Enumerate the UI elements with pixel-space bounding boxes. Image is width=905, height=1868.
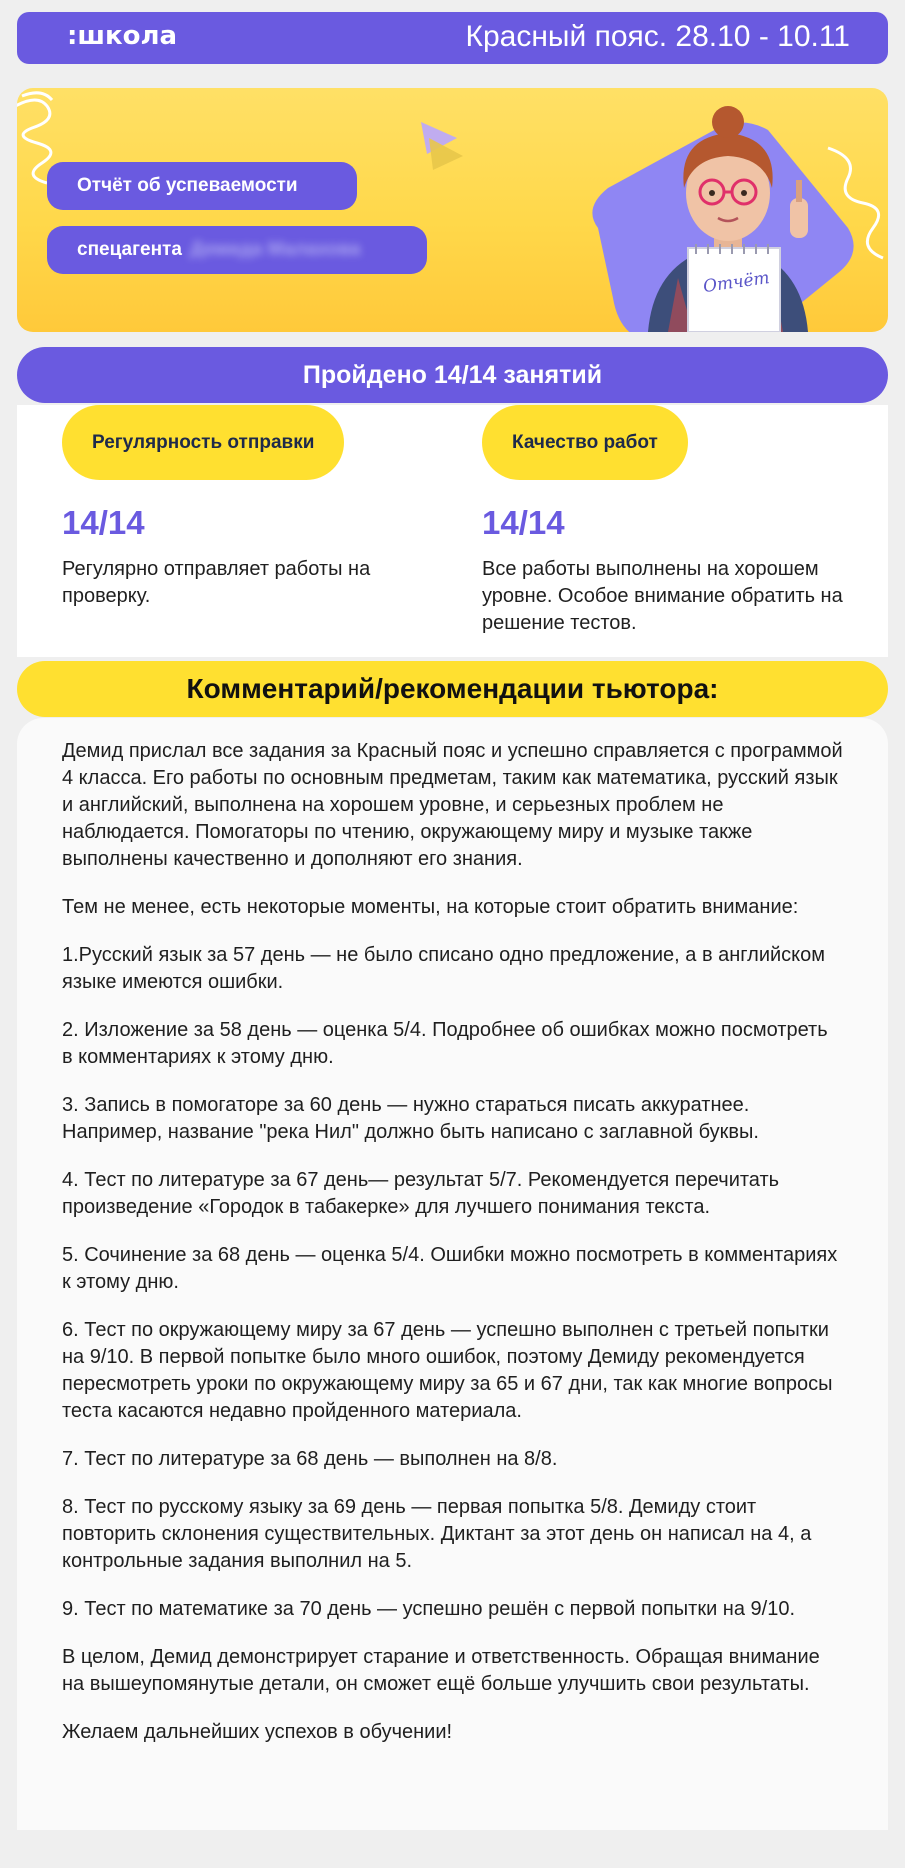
comment-paragraph: Желаем дальнейших успехов в обучении!	[62, 1721, 453, 1743]
stat-regularity-label: Регулярность отправки	[62, 405, 344, 480]
comment-heading-text: Комментарий/рекомендации тьютора:	[186, 673, 719, 704]
agent-name: Демида Малахова	[189, 239, 361, 260]
lessons-completed-text: Пройдено 14/14 занятий	[302, 360, 603, 389]
lessons-completed-bar	[17, 347, 888, 403]
page-title: Красный пояс. 28.10 - 10.11	[465, 20, 850, 53]
notebook-text: Отчёт	[701, 267, 771, 298]
hero-banner	[17, 88, 888, 332]
school-logo: :школа	[67, 21, 178, 51]
comment-paragraph: 1.Русский язык за 57 день — не было списано одно предложение, а в английском языке имеются ошибки.	[62, 944, 826, 993]
comment-body	[17, 718, 888, 1830]
triangle-decoration-icon	[407, 116, 467, 176]
comment-heading	[17, 661, 888, 717]
agent-label	[47, 226, 427, 274]
stats-panel	[17, 405, 888, 657]
report-label	[47, 162, 357, 210]
comment-paragraph: 4. Тест по литературе за 67 день— результат 5/7. Рекомендуется перечитать произведение «Городок в табакерке» для лучшего понимания текста.	[62, 1169, 780, 1218]
stat-regularity	[62, 405, 452, 610]
stat-regularity-value: 14/14	[62, 504, 145, 541]
comment-paragraph: 2. Изложение за 58 день — оценка 5/4. Подробнее об ошибках можно посмотреть в комментариях к этому дню.	[62, 1019, 828, 1068]
agent-label-text: спецагента	[77, 239, 182, 260]
comment-paragraph: 3. Запись в помогаторе за 60 день — нужно стараться писать аккуратнее. Например, название "река Нил" должно быть написано с заглавной буквы.	[62, 1094, 759, 1143]
comment-paragraph: 6. Тест по окружающему миру за 67 день — успешно выполнен с третьей попытки на 9/10. В первой попытке было много ошибок, поэтому Демиду рекомендуется пересмотреть уроки по окружающему миру за 65 и 67 дни, так как многие вопросы теста касаются недавно пройденного материала.	[62, 1319, 833, 1422]
comment-paragraph: 9. Тест по математике за 70 день — успешно решён с первой попытки на 9/10.	[62, 1598, 796, 1620]
stat-quality	[482, 405, 872, 637]
stat-quality-description: Все работы выполнены на хорошем уровне. Особое внимание обратить на решение тестов.	[482, 558, 843, 634]
report-label-text: Отчёт об успеваемости	[77, 175, 298, 196]
header-bar	[17, 12, 888, 64]
comment-paragraph: 7. Тест по литературе за 68 день — выполнен на 8/8.	[62, 1448, 558, 1470]
comment-paragraph: Демид прислал все задания за Красный пояс и успешно справляется с программой 4 класса. Его работы по основным предметам, таким как математика, русский язык и английский, выполнена на хорошем уровне, и серьезных проблем не наблюдается. Помогаторы по чтению, окружающему миру и музыке также выполнены качественно и дополняют его знания.	[62, 740, 843, 870]
comment-paragraph: 8. Тест по русскому языку за 69 день — первая попытка 5/8. Демиду стоит повторить склонения существительных. Диктант за этот день он написал на 4, а контрольные задания выполнил на 5.	[62, 1496, 812, 1572]
stat-regularity-description: Регулярно отправляет работы на проверку.	[62, 558, 371, 607]
comment-paragraph: В целом, Демид демонстрирует старание и ответственность. Обращая внимание на вышеупомянутые детали, он сможет ещё больше улучшить свои результаты.	[62, 1646, 820, 1695]
stat-quality-value: 14/14	[482, 504, 565, 541]
girl-illustration-icon	[528, 88, 888, 332]
comment-paragraph: Тем не менее, есть некоторые моменты, на которые стоит обратить внимание:	[62, 896, 799, 918]
stat-quality-label: Качество работ	[482, 405, 688, 480]
comment-paragraph: 5. Сочинение за 68 день — оценка 5/4. Ошибки можно посмотреть в комментариях к этому дню.	[62, 1244, 838, 1293]
